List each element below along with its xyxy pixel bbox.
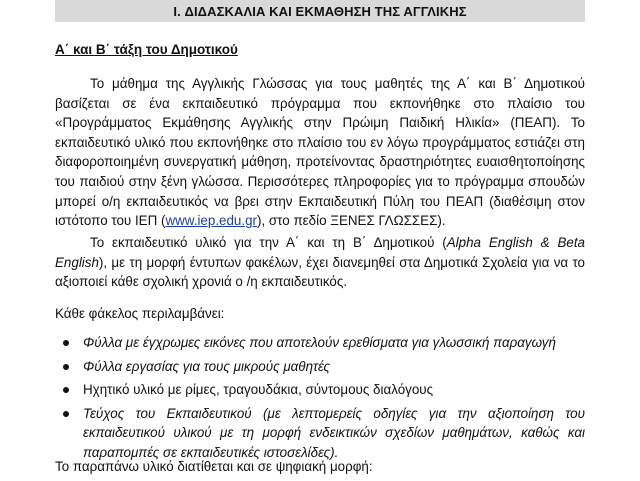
- list-item: Φύλλα εργασίας για τους μικρούς μαθητές: [55, 357, 585, 377]
- bullet-icon: [63, 387, 69, 393]
- paragraph-program-intro: [55, 74, 585, 231]
- contents-list: [55, 333, 585, 467]
- paragraph-text-end: ), με τη μορφή έντυπων φακέλων, έχει διανεμηθεί στα Δημοτικά Σχολεία για να το αξιοποιεί κάθε σχολική χρονιά ο /η εκπαιδευτικός.: [55, 254, 585, 290]
- iep-website-link[interactable]: www.iep.edu.gr: [165, 213, 258, 229]
- paragraph-materials: [55, 233, 585, 292]
- paragraph-digital-form: Το παραπάνω υλικό διατίθεται και σε ψηφιακή μορφή:: [55, 459, 373, 474]
- bullet-icon: [63, 364, 69, 370]
- list-item: Ηχητικό υλικό με ρίμες, τραγουδάκια, σύντομους διαλόγους: [55, 380, 585, 400]
- list-item: Τεύχος του Εκπαιδευτικού (με λεπτομερείς οδηγίες για την αξιοποίηση του εκπαιδευτικού υλικού με τη μορφή ενδεικτικών σχεδίων μαθημάτων, καθώς και παραπομπές σε εκπαιδευτικές ιστοσελίδες).: [55, 404, 585, 463]
- book-titles: Alpha English & Beta English: [55, 235, 585, 270]
- subsection-title: Α΄ και Β΄ τάξη του Δημοτικού: [55, 42, 238, 57]
- paragraph-folder-contents: Κάθε φάκελος περιλαμβάνει:: [55, 306, 225, 321]
- section-header: [55, 0, 585, 22]
- bullet-icon: [63, 340, 69, 346]
- bullet-icon: [63, 411, 69, 417]
- section-header-title: I. ΔΙΔΑΣΚΑΛΙΑ ΚΑΙ ΕΚΜΑΘΗΣΗ ΤΗΣ ΑΓΓΛΙΚΗΣ: [173, 3, 467, 19]
- paragraph-text-end: ), στο πεδίο ΞΕΝΕΣ ΓΛΩΣΣΕΣ).: [257, 213, 446, 229]
- paragraph-text: Το μάθημα της Αγγλικής Γλώσσας για τους μαθητές της Α΄ και Β΄ Δημοτικού βασίζεται σε ένα εκπαιδευτικό πρόγραμμα που εκπονήθηκε στο πλαίσιο του «Προγράμματος Εκμάθησης Αγγλικής στην Πρώιμη Παιδική Ηλικία» (ΠΕΑΠ). Το εκπαιδευτικό υλικό που εκπονήθηκε στο πλαίσιο του εν λόγω προγράμματος εστιάζει στη διαφοροποιημένη συνεργατική μάθηση, προτείνοντας δραστηριότητες ευαισθητοποίησης του παιδιού στην ξένη γλώσσα. Περισσότερες πληροφορίες για το πρόγραμμα σπουδών μπορεί ο/η εκπαιδευτικός να βρει στην Εκπαιδευτική Πύλη του ΠΕΑΠ (διαθέσιμη στον ιστότοπο του ΙΕΠ (: [55, 76, 585, 229]
- list-item: Φύλλα με έγχρωμες εικόνες που αποτελούν ερεθίσματα για γλωσσική παραγωγή: [55, 333, 585, 353]
- paragraph-text: Το εκπαιδευτικό υλικό για την Α΄ και τη Β΄ Δημοτικού (: [90, 235, 447, 250]
